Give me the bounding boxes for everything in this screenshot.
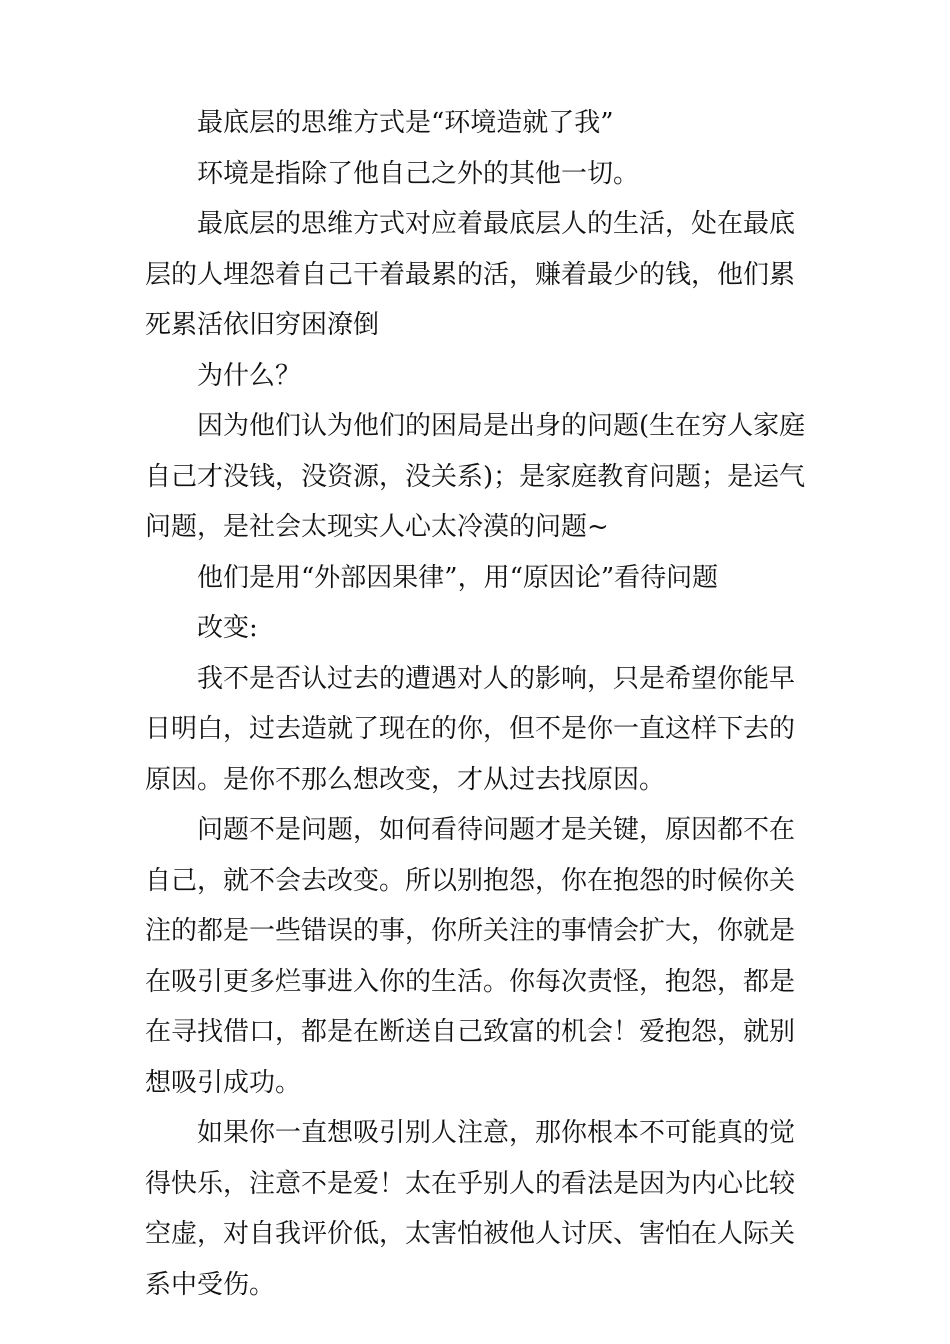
paragraph-3: 最底层的思维方式对应着最底层人的生活，处在最底层的人埋怨着自己干着最累的活，赚着最少的钱，他们累死累活依旧穷困潦倒 (145, 209, 796, 340)
paragraph-6: 他们是用“外部因果律”，用“原因论”看待问题 (197, 562, 719, 593)
paragraph-2: 环境是指除了他自己之外的其他一切。 (197, 158, 640, 189)
paragraph-10: 如果你一直想吸引别人注意，那你根本不可能真的觉得快乐，注意不是爱！太在乎别人的看法是因为内心比较空虚，对自我评价低，太害怕被他人讨厌、害怕在人际关系中受伤。 (145, 1118, 796, 1300)
document-body (145, 98, 810, 1310)
paragraph-7: 改变: (197, 613, 258, 643)
paragraph-4: 为什么？ (197, 360, 302, 391)
paragraph-9: 问题不是问题，如何看待问题才是关键，原因都不在自己，就不会去改变。所以别抱怨，你在抱怨的时候你关注的都是一些错误的事，你所关注的事情会扩大，你就是在吸引更多烂事进入你的生活。你每次责怪，抱怨，都是在寻找借口，都是在断送自己致富的机会！爱抱怨，就别想吸引成功。 (145, 815, 796, 1098)
paragraph-8: 我不是否认过去的遭遇对人的影响，只是希望你能早日明白，过去造就了现在的你，但不是你一直这样下去的原因。是你不那么想改变，才从过去找原因。 (145, 663, 796, 795)
paragraph-5: 因为他们认为他们的困局是出身的问题(生在穷人家庭自己才没钱，没资源，没关系)；是家庭教育问题；是运气问题，是社会太现实人心太冷漠的问题~ (145, 411, 806, 542)
paragraph-1: 最底层的思维方式是“环境造就了我” (197, 108, 614, 138)
